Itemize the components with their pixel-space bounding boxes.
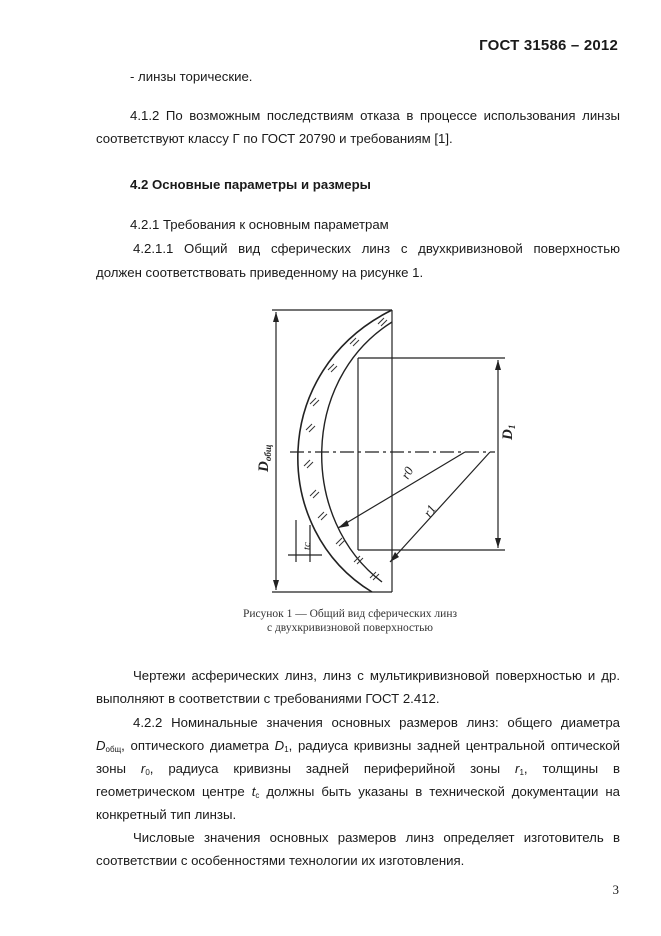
paragraph-4-2-2-line4: геометрическом центре $t_c$ должны быть указаны в технической документации на [96,784,620,800]
r0-label: r0 [397,463,417,482]
list-item-toric: - линзы торические. [130,69,253,84]
paragraph-4-2-2-line2: $D_{общ}$, оптического диаметра $D_1$, радиуса кривизны задней центральной оптической [96,738,620,754]
paragraph-4-1-2-line1: 4.1.2 По возможным последствиям отказа в процессе использования линзы [130,108,620,123]
figure-caption-line1: Рисунок 1 — Общий вид сферических линз [242,608,458,620]
figure-caption-line2: с двухкривизновой поверхностью [266,622,434,634]
paragraph-4-2-1-1-line2: должен соответствовать приведенному на рисунке 1. [96,265,424,280]
paragraph-4-2-2-line5: конкретный тип линзы. [96,807,237,822]
section-title: 4.2 Основные параметры и размеры [130,177,371,192]
paragraph-4-2-1-1-line1: 4.2.1.1 Общий вид сферических линз с двухкривизновой поверхностью [133,241,620,256]
paragraph-numeric-line1: Числовые значения основных размеров линз определяет изготовитель в [133,830,620,845]
paragraph-numeric-line2: соответствии с особенностями технологии их изготовления. [96,853,465,868]
radius-r0-line [338,452,465,528]
lens-figure [250,300,520,600]
page-number: 3 [612,882,619,897]
document-header: ГОСТ 31586 – 2012 [479,37,618,54]
r1-label: r1 [420,501,440,520]
paragraph-drawings-line1: Чертежи асферических линз, линз с мультикривизновой поверхностью и др. [133,668,620,683]
d1-label: $D_1$ [500,424,517,440]
paragraph-4-2-2-line3: зоны $r_0$, радиуса кривизны задней периферийной зоны $r_1$, толщины в [96,761,620,777]
paragraph-4-2-2-line1: 4.2.2 Номинальные значения основных размеров линз: общего диаметра [133,715,620,730]
paragraph-drawings-line2: выполняют в соответствии с требованиями ГОСТ 2.412. [96,691,440,706]
tc-label: tc [301,542,313,550]
lens-inner-surface [322,322,392,582]
dtotal-label: $D_{общ}$ [256,444,273,472]
paragraph-4-1-2-line2: соответствуют классу Г по ГОСТ 20790 и требованиям [1]. [96,131,453,146]
paragraph-4-2-1: 4.2.1 Требования к основным параметрам [130,217,389,232]
